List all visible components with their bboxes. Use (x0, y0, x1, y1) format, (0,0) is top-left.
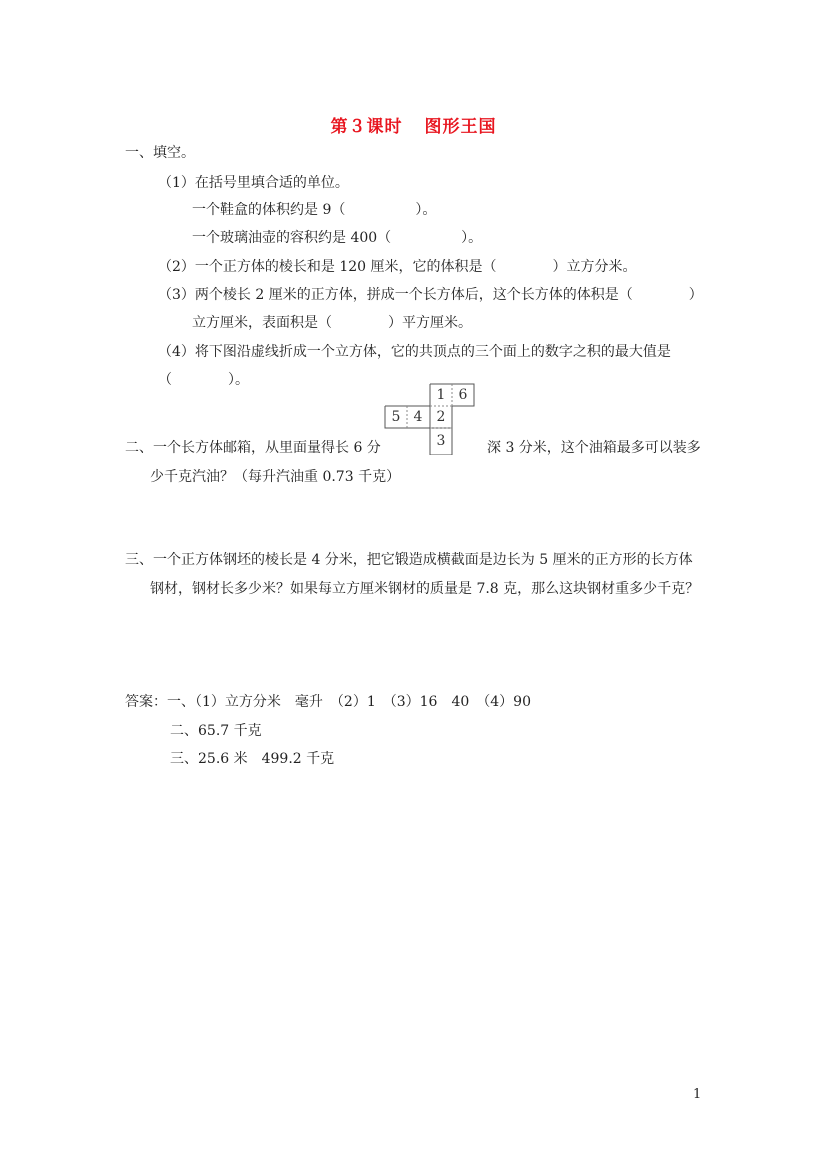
section2-line-a-right: 深 3 分米，这个油箱最多可以装多 (487, 440, 701, 456)
q2-text: （2）一个正方体的棱长和是 120 厘米，它的体积是（ ）立方分米。 (158, 259, 637, 275)
q4-line-b: （ ）。 (158, 372, 249, 388)
cube-net-figure (384, 383, 484, 455)
q1-line-a: 一个鞋盒的体积约是 9（ ）。 (192, 202, 437, 218)
q1-line-b: 一个玻璃油壶的容积约是 400（ ）。 (192, 230, 483, 246)
lesson-number: 第３课时 (330, 117, 403, 137)
section1-heading: 一、填空。 (125, 145, 195, 161)
net-face-1: 1 (436, 387, 446, 403)
q1-intro: （1）在括号里填合适的单位。 (158, 175, 349, 191)
lesson-topic: 图形王国 (424, 117, 497, 137)
q3-line-b: 立方厘米，表面积是（ ）平方厘米。 (192, 315, 472, 331)
q4-line-a: （4）将下图沿虚线折成一个立方体，它的共顶点的三个面上的数字之积的最大值是 (158, 344, 671, 360)
answers-line-2: 二、65.7 千克 (170, 723, 262, 739)
page-title (0, 112, 827, 137)
net-face-6: 6 (458, 387, 468, 403)
section2-line-a-left: 二、一个长方体邮箱，从里面量得长 6 分 (125, 440, 381, 456)
net-face-4: 4 (413, 409, 423, 425)
q3-line-a: （3）两个棱长 2 厘米的正方体，拼成一个长方体后，这个长方体的体积是（ ） (158, 287, 703, 303)
answers-line-3: 三、25.6 米 499.2 千克 (170, 751, 335, 767)
section3-line-b: 钢材，钢材长多少米？如果每立方厘米钢材的质量是 7.8 克，那么这块钢材重多少千克？ (150, 581, 700, 597)
net-face-3: 3 (436, 433, 446, 449)
page-number: 1 (693, 1087, 702, 1102)
section2-line-b: 少千克汽油？（每升汽油重 0.73 千克） (150, 469, 401, 485)
net-face-5: 5 (391, 409, 401, 425)
net-face-2: 2 (436, 409, 446, 425)
answers-line-1: 答案：一、（1）立方分米 毫升 （2）1 （3）16 40 （4）90 (125, 694, 531, 710)
section3-line-a: 三、一个正方体钢坯的棱长是 4 分米，把它锻造成横截面是边长为 5 厘米的正方形的长方体 (125, 552, 693, 568)
